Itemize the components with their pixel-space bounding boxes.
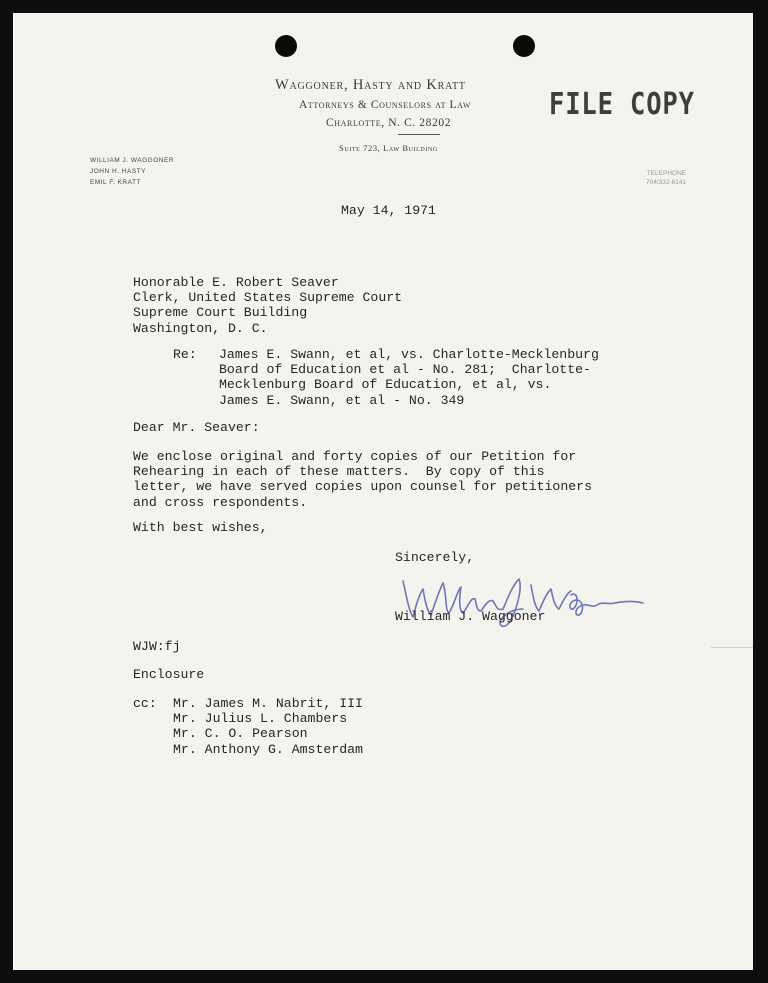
- cc-label: cc:: [133, 696, 157, 711]
- signature-name: William J. Waggoner: [395, 609, 546, 624]
- cc-recipients: Mr. James M. Nabrit, III Mr. Julius L. Chambers Mr. C. O. Pearson Mr. Anthony G. Amsterdam: [173, 696, 363, 757]
- punch-hole-left: [275, 35, 297, 57]
- partner-name: JOHN H. HASTY: [90, 168, 146, 175]
- punch-hole-right: [513, 35, 535, 57]
- firm-suite: Suite 723, Law Building: [339, 143, 438, 153]
- telephone-number: 704/332-6141: [646, 179, 687, 186]
- page-crease: [711, 647, 753, 648]
- salutation: Dear Mr. Seaver:: [133, 420, 260, 435]
- telephone-block: [646, 169, 686, 187]
- firm-name: Waggoner, Hasty and Kratt: [275, 77, 466, 93]
- firm-city: Charlotte, N. C. 28202: [326, 117, 452, 129]
- recipient-address: Honorable E. Robert Seaver Clerk, United States Supreme Court Supreme Court Building Washington, D. C.: [133, 275, 403, 336]
- partner-name: EMIL F. KRATT: [90, 179, 141, 186]
- letter-date: May 14, 1971: [341, 203, 436, 218]
- partner-list: [90, 155, 174, 188]
- firm-subtitle: Attorneys & Counselors at Law: [299, 99, 472, 111]
- re-subject: James E. Swann, et al, vs. Charlotte-Mecklenburg Board of Education et al - No. 281; Charlotte- Mecklenburg Board of Education, et al, vs. James E. Swann, et al - No. 349: [219, 347, 599, 408]
- sincerely: Sincerely,: [395, 550, 475, 565]
- re-label: Re:: [173, 347, 197, 362]
- typist-initials: WJW:fj: [133, 639, 181, 654]
- letterhead-rule: [398, 134, 440, 135]
- file-copy-stamp: FILE COPY: [549, 87, 695, 122]
- telephone-label: TELEPHONE: [646, 170, 687, 177]
- partner-name: WILLIAM J. WAGGONER: [90, 157, 175, 164]
- letter-page: [13, 13, 753, 970]
- enclosure-note: Enclosure: [133, 667, 205, 682]
- letter-body: We enclose original and forty copies of our Petition for Rehearing in each of these matters. By copy of this letter, we have served copies upon counsel for petitioners and cross respondents.: [133, 449, 592, 510]
- closing-line: With best wishes,: [133, 520, 268, 535]
